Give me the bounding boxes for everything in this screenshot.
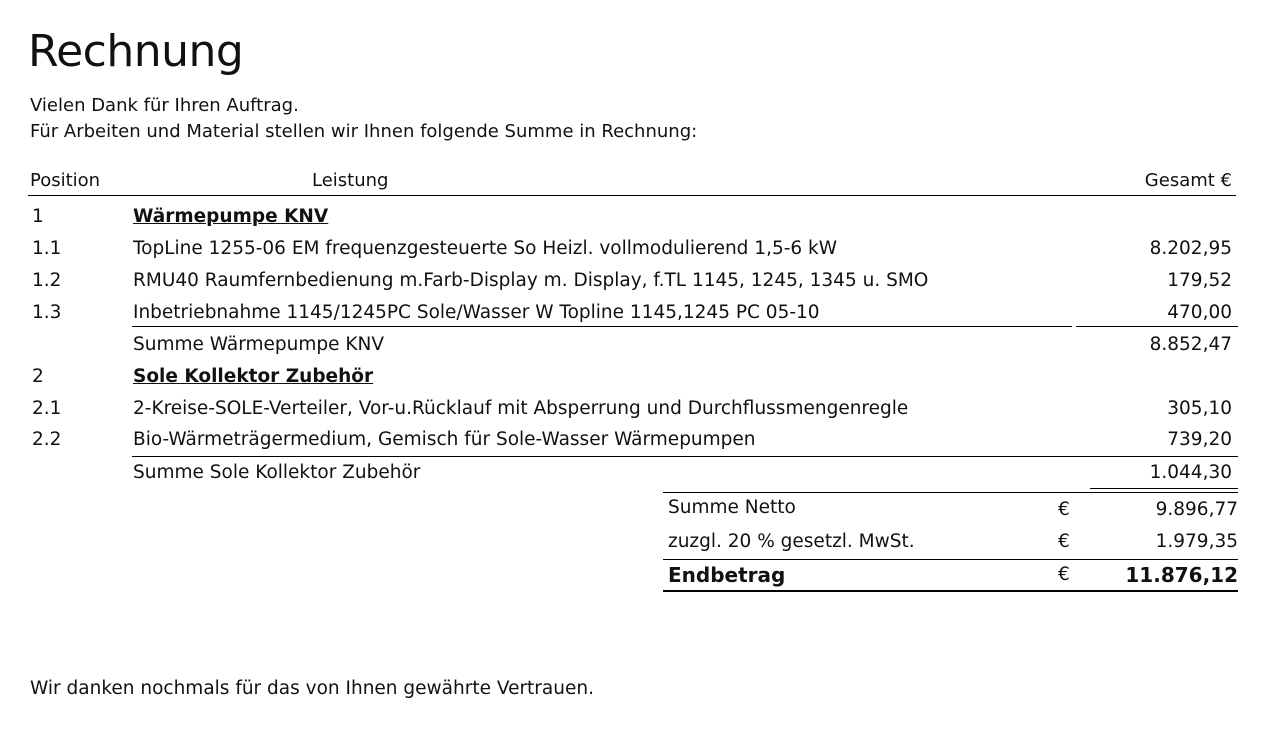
group-position: 1 — [32, 206, 44, 227]
item-position: 1.2 — [32, 270, 62, 291]
totals-bottom-divider — [663, 590, 1238, 592]
table-row — [0, 394, 1280, 424]
intro-line-2: Für Arbeiten und Material stellen wir Ihnen folgende Summe in Rechnung: — [30, 121, 698, 142]
table-row — [0, 234, 1280, 264]
group-row — [0, 362, 1280, 392]
item-position: 2.1 — [32, 398, 62, 419]
subtotal-amount-divider — [1076, 326, 1238, 327]
subtotal-amount: 1.044,30 — [1149, 462, 1232, 483]
item-description: 2-Kreise-SOLE-Verteiler, Vor-u.Rücklauf mit Absperrung und Durchflussmengenregle — [133, 398, 909, 419]
subtotal-amount-divider — [1090, 488, 1238, 489]
netto-amount: 9.896,77 — [1155, 499, 1238, 520]
item-position: 1.3 — [32, 302, 62, 323]
item-amount: 8.202,95 — [1149, 238, 1232, 259]
closing-text: Wir danken nochmals für das von Ihnen gewährte Vertrauen. — [30, 678, 594, 699]
mwst-label: zuzgl. 20 % gesetzl. MwSt. — [668, 531, 915, 552]
endbetrag-amount: 11.876,12 — [1125, 563, 1238, 587]
endbetrag-currency: € — [1058, 564, 1070, 585]
subtotal-row — [0, 458, 1280, 488]
endbetrag-label: Endbetrag — [668, 563, 786, 587]
page-title: Rechnung — [28, 26, 244, 77]
subtotal-label: Summe Wärmepumpe KNV — [133, 334, 385, 355]
subtotal-divider — [132, 456, 1238, 457]
table-row — [0, 298, 1280, 328]
table-row — [0, 266, 1280, 296]
group-position: 2 — [32, 366, 44, 387]
totals-mid-divider — [663, 559, 1238, 560]
group-row — [0, 202, 1280, 232]
item-description: TopLine 1255-06 EM frequenzgesteuerte So Heizl. vollmodulierend 1,5-6 kW — [133, 238, 838, 259]
mwst-amount: 1.979,35 — [1155, 531, 1238, 552]
subtotal-row — [0, 330, 1280, 360]
item-position: 1.1 — [32, 238, 62, 259]
totals-top-divider — [663, 492, 1238, 493]
item-description: Inbetriebnahme 1145/1245PC Sole/Wasser W Topline 1145,1245 PC 05-10 — [133, 302, 820, 323]
header-position: Position — [30, 170, 101, 191]
item-amount: 305,10 — [1167, 398, 1232, 419]
group-title: Sole Kollektor Zubehör — [133, 366, 374, 387]
mwst-currency: € — [1058, 531, 1070, 552]
header-gesamt: Gesamt € — [1144, 170, 1232, 191]
header-divider — [28, 195, 1236, 196]
subtotal-divider — [132, 326, 1072, 327]
group-title: Wärmepumpe KNV — [133, 206, 329, 227]
item-position: 2.2 — [32, 429, 62, 450]
intro-line-1: Vielen Dank für Ihren Auftrag. — [30, 95, 299, 116]
item-description: Bio-Wärmeträgermedium, Gemisch für Sole-Wasser Wärmepumpen — [133, 429, 756, 450]
netto-label: Summe Netto — [668, 497, 796, 518]
table-row — [0, 425, 1280, 455]
item-amount: 179,52 — [1167, 270, 1232, 291]
netto-currency: € — [1058, 499, 1070, 520]
item-amount: 470,00 — [1167, 302, 1232, 323]
item-amount: 739,20 — [1167, 429, 1232, 450]
subtotal-label: Summe Sole Kollektor Zubehör — [133, 462, 421, 483]
subtotal-amount: 8.852,47 — [1149, 334, 1232, 355]
item-description: RMU40 Raumfernbedienung m.Farb-Display m. Display, f.TL 1145, 1245, 1345 u. SMO — [133, 270, 929, 291]
header-leistung: Leistung — [312, 170, 389, 191]
